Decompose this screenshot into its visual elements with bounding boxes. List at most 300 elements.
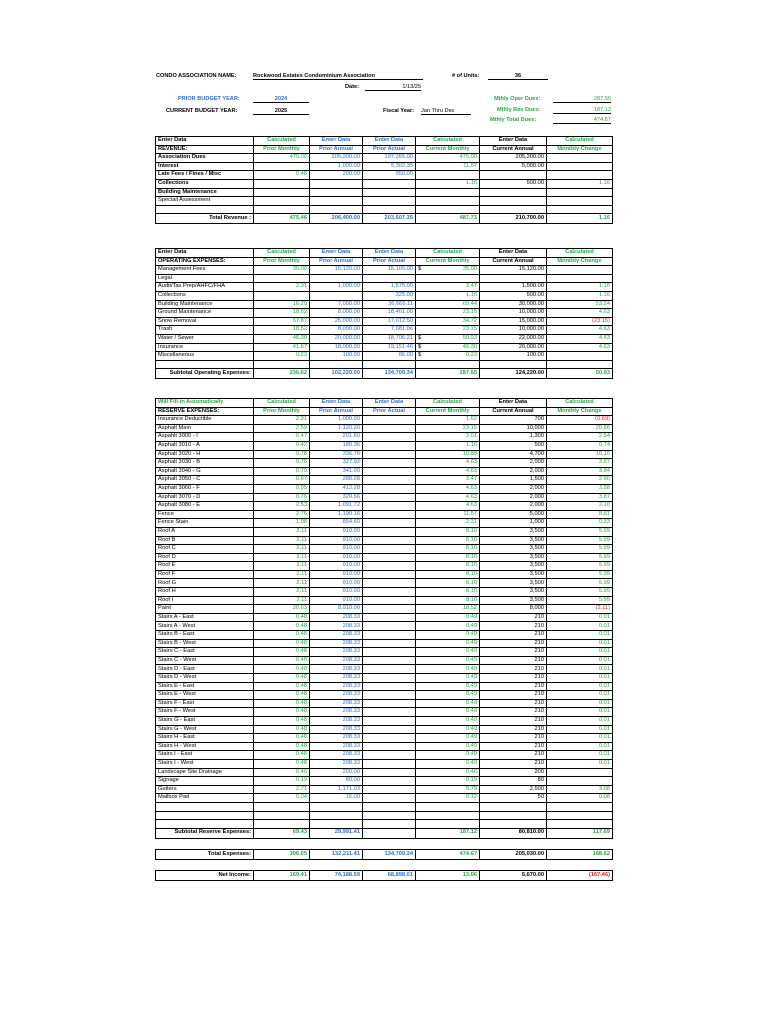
value-cell[interactable]: 3,500 [480, 545, 547, 554]
value-cell[interactable]: 325.00 [363, 291, 416, 300]
value-cell[interactable]: 36,666.11 [363, 300, 416, 309]
value-cell[interactable] [363, 759, 416, 768]
value-cell[interactable] [363, 441, 416, 450]
value-cell[interactable] [363, 820, 416, 829]
row-label-cell[interactable]: Asphalt 3070 - D [156, 493, 254, 502]
value-cell[interactable] [363, 639, 416, 648]
row-label-cell[interactable]: Roof I [156, 596, 254, 605]
value-cell[interactable]: 208.33 [310, 682, 363, 691]
row-label-cell[interactable]: Asphalt 3050 - C [156, 476, 254, 485]
value-cell[interactable]: 210 [480, 734, 547, 743]
value-cell[interactable]: 1,500.00 [480, 283, 547, 292]
row-label-cell[interactable]: Mailbox Pad [156, 794, 254, 803]
value-cell[interactable]: 1,575.00 [363, 283, 416, 292]
value-cell[interactable] [310, 802, 363, 811]
expenses-value: 205,030.00 [480, 850, 547, 860]
value-cell[interactable] [363, 699, 416, 708]
value-cell[interactable]: 208.33 [310, 656, 363, 665]
value-cell[interactable]: 1,300 [480, 433, 547, 442]
table-row [156, 205, 613, 214]
value-cell[interactable]: 208.33 [310, 691, 363, 700]
row-label-cell[interactable]: Water / Sewer [156, 334, 254, 343]
value-cell[interactable]: 208.33 [310, 674, 363, 683]
value-cell[interactable] [363, 802, 416, 811]
value-cell[interactable]: 7,681.06 [363, 326, 416, 335]
value-cell[interactable] [363, 785, 416, 794]
value-cell[interactable]: 100.00 [480, 352, 547, 361]
row-label-cell[interactable]: Roof A [156, 527, 254, 536]
value-cell[interactable]: 3,500 [480, 579, 547, 588]
value-cell[interactable] [363, 588, 416, 597]
value-cell[interactable]: 4,700 [480, 450, 547, 459]
row-label-cell[interactable]: Building Maintenance [156, 188, 254, 197]
row-label-cell[interactable]: Roof H [156, 588, 254, 597]
value-cell[interactable]: 210 [480, 716, 547, 725]
value-cell[interactable]: 1,000.00 [310, 416, 363, 425]
row-label-cell[interactable]: Stairs A - East [156, 613, 254, 622]
value-cell[interactable]: 210 [480, 725, 547, 734]
value-cell[interactable]: 1,171.03 [310, 785, 363, 794]
value-cell[interactable]: 19,151.46 [363, 343, 416, 352]
value-cell[interactable]: 200.00 [310, 171, 363, 180]
value-cell[interactable]: 18,706.21 [363, 334, 416, 343]
value-cell[interactable] [363, 493, 416, 502]
value-cell[interactable]: 208.33 [310, 751, 363, 760]
value-cell[interactable]: 3,500 [480, 527, 547, 536]
row-label-cell[interactable]: Stairs C - West [156, 656, 254, 665]
value-cell[interactable] [363, 553, 416, 562]
value-cell: 0.49 [416, 742, 480, 751]
value-cell[interactable] [310, 205, 363, 214]
row-label-cell[interactable]: Roof C [156, 545, 254, 554]
value-cell[interactable]: 208.33 [310, 613, 363, 622]
value-cell[interactable]: 210 [480, 751, 547, 760]
value-cell[interactable]: 208.33 [310, 699, 363, 708]
value-cell[interactable]: 5,302.35 [363, 162, 416, 171]
value-cell[interactable] [363, 536, 416, 545]
value-cell[interactable] [363, 197, 416, 206]
value-cell[interactable]: 208.33 [310, 742, 363, 751]
value-cell[interactable]: 17,012.50 [363, 317, 416, 326]
value-cell[interactable] [363, 794, 416, 803]
date-field[interactable]: 1/13/25 [365, 84, 421, 91]
row-label-cell[interactable]: Aspahlt 3000 - I [156, 433, 254, 442]
row-label-cell[interactable]: Stairs H - West [156, 742, 254, 751]
value-cell[interactable]: 288.28 [310, 476, 363, 485]
value-cell[interactable]: 327.92 [310, 459, 363, 468]
units-field[interactable]: 36 [488, 73, 548, 80]
value-cell[interactable] [310, 811, 363, 820]
value-cell[interactable]: 210 [480, 648, 547, 657]
row-label-cell[interactable]: Roof D [156, 553, 254, 562]
value-cell[interactable]: 22,000.00 [480, 334, 547, 343]
value-cell[interactable] [363, 527, 416, 536]
value-cell[interactable] [310, 197, 363, 206]
value-cell[interactable]: 208.33 [310, 716, 363, 725]
value-cell[interactable]: 2,500 [480, 785, 547, 794]
row-label-cell[interactable]: Collections [156, 291, 254, 300]
value-cell[interactable] [363, 450, 416, 459]
value-cell[interactable]: 208.33 [310, 665, 363, 674]
value-cell[interactable]: 910.00 [310, 570, 363, 579]
header-label-cell: Monthly Change [547, 407, 613, 416]
value-cell[interactable] [363, 596, 416, 605]
row-label-cell[interactable]: Building Maintenance [156, 300, 254, 309]
row-label-cell[interactable]: Audit/Tax Prep/AHFC/FHA [156, 283, 254, 292]
header-top-cell: Enter Data [363, 137, 416, 146]
value-cell[interactable] [363, 502, 416, 511]
subtotal-value: 69.43 [254, 828, 310, 838]
value-cell[interactable]: 210 [480, 742, 547, 751]
value-cell[interactable]: 500.00 [480, 179, 547, 188]
value-cell[interactable] [363, 545, 416, 554]
row-label-cell[interactable]: Landscape Site Drainage [156, 768, 254, 777]
value-cell[interactable] [310, 188, 363, 197]
table-row [156, 424, 613, 433]
expenses-value: 134,709.34 [363, 850, 416, 860]
value-cell[interactable]: 3,500 [480, 596, 547, 605]
value-cell[interactable]: 10,000.00 [480, 309, 547, 318]
value-cell[interactable]: 5,000.00 [480, 162, 547, 171]
value-cell[interactable]: 210 [480, 708, 547, 717]
value-cell[interactable]: 20,000.00 [480, 343, 547, 352]
value-cell[interactable]: 50 [480, 794, 547, 803]
value-cell[interactable] [363, 631, 416, 640]
value-cell[interactable]: 208.33 [310, 639, 363, 648]
value-cell[interactable]: 3,500 [480, 570, 547, 579]
value-cell[interactable]: 208.33 [310, 725, 363, 734]
row-label-cell[interactable]: Asphalt 3010 - A [156, 441, 254, 450]
value-cell: 0.12 [416, 794, 480, 803]
value-cell[interactable]: 910.00 [310, 579, 363, 588]
row-label-cell[interactable]: Signage [156, 777, 254, 786]
value-cell[interactable]: 910.00 [310, 545, 363, 554]
value-cell: 35.00 [254, 266, 310, 275]
value-cell[interactable]: 910.00 [310, 562, 363, 571]
value-cell[interactable]: 910.00 [310, 553, 363, 562]
row-label-cell[interactable]: Stairs E - East [156, 682, 254, 691]
total-expenses-table [155, 849, 613, 860]
value-cell[interactable] [363, 682, 416, 691]
value-cell[interactable]: 500.00 [480, 291, 547, 300]
value-cell[interactable]: 8,000.00 [310, 309, 363, 318]
value-cell[interactable]: 2,000 [480, 459, 547, 468]
value-cell[interactable]: 15,120.00 [310, 266, 363, 275]
value-cell[interactable] [363, 742, 416, 751]
value-cell[interactable] [363, 459, 416, 468]
subtotal-value: 102,220.00 [310, 369, 363, 379]
value-cell[interactable]: 7,000.00 [310, 300, 363, 309]
value-cell[interactable] [363, 433, 416, 442]
row-label-cell[interactable]: Collections [156, 179, 254, 188]
value-cell[interactable]: 3,500 [480, 553, 547, 562]
value-cell[interactable]: 10,000 [480, 424, 547, 433]
value-cell[interactable] [363, 648, 416, 657]
value-cell[interactable] [363, 519, 416, 528]
value-cell[interactable] [363, 579, 416, 588]
date-label: Date: [345, 84, 359, 90]
row-label-cell[interactable]: Fence [156, 510, 254, 519]
value-cell[interactable]: 910.00 [310, 596, 363, 605]
row-label-cell[interactable]: Stairs D - West [156, 674, 254, 683]
row-label-cell[interactable]: Speciall Assessment [156, 197, 254, 206]
table-row [156, 291, 613, 300]
value-cell[interactable] [480, 171, 547, 180]
value-cell[interactable]: 197,355.00 [363, 154, 416, 163]
row-label-cell[interactable]: Insurance [156, 343, 254, 352]
value-cell[interactable]: 8,000 [480, 605, 547, 614]
row-label-cell[interactable]: Late Fees / Fines / Misc [156, 171, 254, 180]
value-cell[interactable]: 205,200.00 [480, 154, 547, 163]
row-label-cell[interactable]: Stairs E - West [156, 691, 254, 700]
value-cell[interactable]: 910.00 [310, 536, 363, 545]
value-cell[interactable]: 910.00 [310, 588, 363, 597]
value-cell[interactable]: 1,000.00 [310, 283, 363, 292]
value-cell[interactable] [363, 656, 416, 665]
row-label-cell[interactable]: Roof G [156, 579, 254, 588]
value-cell[interactable]: 2,000 [480, 467, 547, 476]
row-label-cell[interactable] [156, 360, 254, 369]
value-cell[interactable]: 18,000.00 [310, 343, 363, 352]
value-cell[interactable]: 336.76 [310, 450, 363, 459]
value-cell[interactable] [363, 613, 416, 622]
value-cell[interactable] [363, 416, 416, 425]
row-label-cell[interactable]: Roof B [156, 536, 254, 545]
value-cell[interactable] [363, 768, 416, 777]
value-cell: 0.01 [547, 751, 613, 760]
value-cell[interactable] [363, 188, 416, 197]
row-label-cell[interactable] [156, 802, 254, 811]
value-cell[interactable] [310, 291, 363, 300]
value-cell[interactable] [363, 716, 416, 725]
value-cell[interactable]: 80.00 [310, 777, 363, 786]
row-label-cell[interactable]: Stairs G - West [156, 725, 254, 734]
value-cell[interactable] [480, 188, 547, 197]
value-cell[interactable] [310, 179, 363, 188]
value-cell[interactable]: 210 [480, 699, 547, 708]
value-cell[interactable] [480, 205, 547, 214]
row-label-cell[interactable]: Insurance Deductible [156, 416, 254, 425]
value-cell[interactable]: 210 [480, 613, 547, 622]
value-cell[interactable]: 210 [480, 682, 547, 691]
value-cell[interactable]: 910.00 [310, 527, 363, 536]
value-cell[interactable]: 100.00 [310, 352, 363, 361]
row-label-cell[interactable]: Asphalt 3040 - G [156, 467, 254, 476]
value-cell[interactable]: 3,500 [480, 562, 547, 571]
row-label-cell[interactable]: Asphalt 3030 - B [156, 459, 254, 468]
value-cell[interactable] [363, 360, 416, 369]
value-cell[interactable]: 3,500 [480, 536, 547, 545]
value-cell[interactable]: 180.36 [310, 441, 363, 450]
row-label-cell[interactable]: Asphalt 3020 - H [156, 450, 254, 459]
value-cell[interactable]: 1,120.20 [310, 424, 363, 433]
row-label-cell[interactable] [156, 820, 254, 829]
row-label-cell[interactable]: Asphalt 3080 - E [156, 502, 254, 511]
row-label-cell[interactable]: Snow Removal [156, 317, 254, 326]
value-cell[interactable] [363, 274, 416, 283]
value-cell[interactable]: 2,000 [480, 502, 547, 511]
value-cell[interactable] [480, 820, 547, 829]
value-cell[interactable]: 412.28 [310, 484, 363, 493]
value-cell[interactable] [363, 708, 416, 717]
row-label-cell[interactable]: Stairs F - West [156, 708, 254, 717]
value-cell[interactable] [363, 467, 416, 476]
value-cell[interactable] [363, 476, 416, 485]
value-cell[interactable] [363, 484, 416, 493]
value-cell[interactable] [363, 205, 416, 214]
subtotal-label: Subtotal Reserve Expenses: [156, 828, 254, 838]
value-cell[interactable]: 18,401.00 [363, 309, 416, 318]
value-cell[interactable]: 15,000.00 [480, 317, 547, 326]
value-cell[interactable]: 210 [480, 622, 547, 631]
value-cell[interactable]: 16.00 [310, 794, 363, 803]
value-cell[interactable]: 200 [480, 768, 547, 777]
value-cell[interactable] [363, 691, 416, 700]
value-cell [416, 188, 480, 197]
row-label-cell[interactable]: Asphalt Main [156, 424, 254, 433]
row-label-cell[interactable]: Stairs B - East [156, 631, 254, 640]
value-cell[interactable]: 208.33 [310, 759, 363, 768]
value-cell[interactable]: 210 [480, 631, 547, 640]
row-label-cell[interactable] [156, 811, 254, 820]
row-label-cell[interactable]: Roof E [156, 562, 254, 571]
value-cell[interactable] [363, 424, 416, 433]
value-cell[interactable] [363, 674, 416, 683]
value-cell: 3.01 [416, 433, 480, 442]
value-cell[interactable] [363, 811, 416, 820]
value-cell[interactable]: 1,091.72 [310, 502, 363, 511]
value-cell[interactable] [363, 179, 416, 188]
row-label-cell[interactable]: Roof F [156, 570, 254, 579]
row-label-cell[interactable]: Stairs G - East [156, 716, 254, 725]
value-cell[interactable] [310, 274, 363, 283]
value-cell[interactable]: 80 [480, 777, 547, 786]
value-cell[interactable]: 210 [480, 639, 547, 648]
value-cell[interactable]: 25,000.00 [310, 317, 363, 326]
value-cell[interactable] [480, 197, 547, 206]
value-cell[interactable]: 205,200.00 [310, 154, 363, 163]
value-cell[interactable]: 208.33 [310, 708, 363, 717]
row-label-cell[interactable]: Stairs B - West [156, 639, 254, 648]
value-cell[interactable]: 208.33 [310, 622, 363, 631]
value-cell [254, 802, 310, 811]
value-cell[interactable]: 210 [480, 759, 547, 768]
value-cell[interactable]: 3,500 [480, 588, 547, 597]
row-label-cell[interactable]: Stairs C - East [156, 648, 254, 657]
row-label-cell[interactable]: Paint [156, 605, 254, 614]
value-cell[interactable]: 210 [480, 665, 547, 674]
row-label-cell[interactable]: Association Dues [156, 154, 254, 163]
value-cell[interactable]: 30,000.00 [480, 300, 547, 309]
value-cell[interactable] [480, 360, 547, 369]
value-cell[interactable] [363, 622, 416, 631]
row-label-cell[interactable]: Miscellaneous [156, 352, 254, 361]
row-label-cell[interactable] [156, 205, 254, 214]
value-cell[interactable] [480, 802, 547, 811]
value-cell[interactable]: 1,000 [480, 519, 547, 528]
value-cell[interactable]: 1,500 [480, 476, 547, 485]
value-cell[interactable] [363, 734, 416, 743]
condo-name-field[interactable]: Rockwood Estates Condominium Association [253, 73, 423, 80]
value-cell[interactable] [363, 562, 416, 571]
value-cell[interactable]: 950.00 [363, 171, 416, 180]
prior-year-label: PRIOR BUDGET YEAR: [178, 96, 240, 102]
value-cell[interactable]: 2,000 [480, 484, 547, 493]
value-cell[interactable] [310, 820, 363, 829]
value-cell[interactable]: 5,000 [480, 510, 547, 519]
value-cell[interactable]: 20,000.00 [310, 334, 363, 343]
value-cell[interactable]: 2,000 [480, 493, 547, 502]
value-cell[interactable]: 8,910.00 [310, 605, 363, 614]
value-cell[interactable]: 200.00 [310, 768, 363, 777]
value-cell[interactable]: 208.33 [310, 734, 363, 743]
row-label-cell[interactable]: Trash [156, 326, 254, 335]
value-cell[interactable]: 341.00 [310, 467, 363, 476]
fiscal-year-field[interactable]: Jan Thru Dec [421, 108, 471, 115]
row-label-cell[interactable]: Stairs D - East [156, 665, 254, 674]
row-label-cell[interactable]: Stairs I - West [156, 759, 254, 768]
value-cell[interactable]: 854.60 [310, 519, 363, 528]
value-cell [254, 188, 310, 197]
value-cell[interactable]: 500 [480, 441, 547, 450]
row-label-cell[interactable]: Interest [156, 162, 254, 171]
value-cell[interactable] [363, 777, 416, 786]
value-cell[interactable]: 210 [480, 656, 547, 665]
current-year-field[interactable]: 2025 [253, 108, 309, 115]
value-cell[interactable]: 329.56 [310, 493, 363, 502]
row-label-cell[interactable]: Legal [156, 274, 254, 283]
value-cell[interactable]: 210 [480, 691, 547, 700]
row-label-cell[interactable]: Asphalt 3060 - F [156, 484, 254, 493]
value-cell[interactable]: 201.60 [310, 433, 363, 442]
value-cell[interactable]: 8,000.00 [310, 326, 363, 335]
row-label-cell[interactable]: Stairs H - East [156, 734, 254, 743]
value-cell[interactable]: 15,105.00 [363, 266, 416, 275]
value-cell[interactable] [363, 725, 416, 734]
value-cell[interactable]: 210 [480, 674, 547, 683]
row-label-cell[interactable]: Stairs I - East [156, 751, 254, 760]
value-cell[interactable] [363, 510, 416, 519]
row-label-cell[interactable]: Fence Stain [156, 519, 254, 528]
value-cell[interactable]: 208.33 [310, 648, 363, 657]
revenue-table [155, 136, 613, 224]
value-cell[interactable] [363, 605, 416, 614]
value-cell[interactable] [363, 570, 416, 579]
value-cell[interactable]: 1,000.00 [310, 162, 363, 171]
value-cell[interactable]: 208.33 [310, 631, 363, 640]
value-cell[interactable]: 700 [480, 416, 547, 425]
header-label-cell: REVENUE: [156, 145, 254, 154]
value-cell[interactable]: 15,120.00 [480, 266, 547, 275]
prior-year-field[interactable]: 2024 [253, 96, 309, 103]
value-cell: 2.31 [254, 283, 310, 292]
value-cell[interactable] [310, 360, 363, 369]
value-cell[interactable] [480, 274, 547, 283]
row-label-cell[interactable]: Gutters [156, 785, 254, 794]
row-label-cell[interactable]: Ground Maintenance [156, 309, 254, 318]
value-cell[interactable] [480, 811, 547, 820]
value-cell[interactable]: 10,000.00 [480, 326, 547, 335]
row-label-cell[interactable]: Management Fees [156, 266, 254, 275]
value-cell[interactable] [363, 751, 416, 760]
row-label-cell[interactable]: Stairs A - West [156, 622, 254, 631]
value-cell[interactable]: 1,190.16 [310, 510, 363, 519]
value-cell[interactable]: 86.00 [363, 352, 416, 361]
value-cell[interactable] [363, 665, 416, 674]
value-cell: 0.95 [254, 484, 310, 493]
row-label-cell[interactable]: Stairs F - East [156, 699, 254, 708]
value-cell: 2.59 [254, 424, 310, 433]
